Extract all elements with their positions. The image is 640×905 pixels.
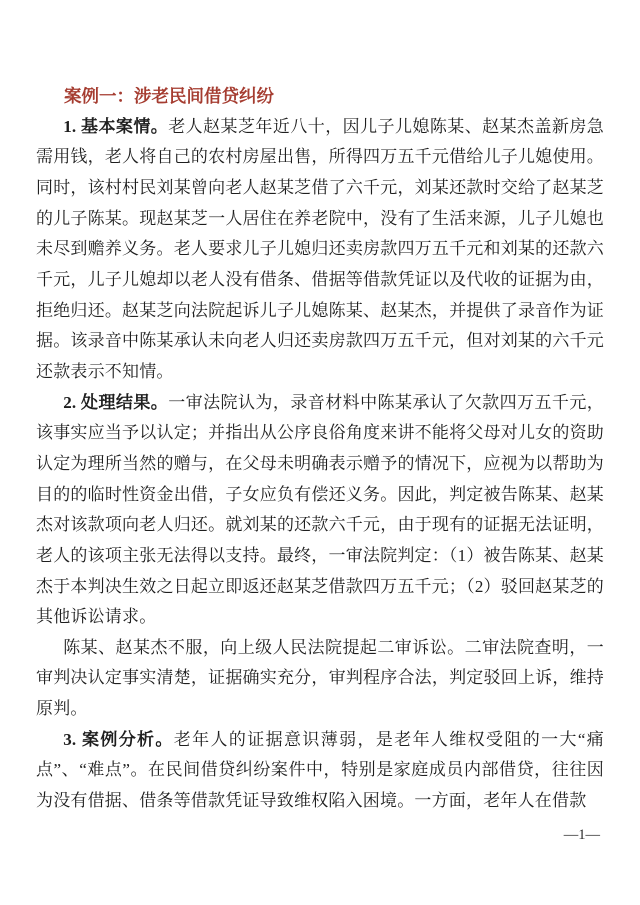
paragraph-label: 2. 处理结果。	[63, 392, 169, 412]
paragraph-text: 一审法院认为，录音材料中陈某承认了欠款四万五千元，该事实应当予以认定；并指出从公序良俗角度来讲不能将父母对儿女的资助认定为理所当然的赠与，在父母未明确表示赠予的情况下，应视为以帮助为目的的临时性资金出借，子女应负有偿还义务。因此，判定被告陈某、赵某杰对该款项向老人归还。就刘某的还款六千元，由于现有的证据无法证明，老人的该项主张无法得以支持。最终，一审法院判定：（1）被告陈某、赵某杰于本判决生效之日起立即返还赵某芝借款四万五千元；（2）驳回赵某芝的其他诉讼请求。	[36, 392, 604, 627]
paragraph-label: 1. 基本案情。	[63, 116, 169, 136]
paragraph-appeal	[36, 633, 604, 725]
page-number: —1—	[563, 827, 600, 843]
paragraph-text: 老年人的证据意识薄弱，是老年人维权受阻的一大“痛点”、“难点”。在民间借贷纠纷案件中，特别是家庭成员内部借贷，往往因为没有借据、借条等借款凭证导致维权陷入困境。一方面，老年人在借款	[36, 729, 604, 811]
paragraph-basic-facts	[36, 112, 604, 388]
paragraph-text: 陈某、赵某杰不服，向上级人民法院提起二审诉讼。二审法院查明，一审判决认定事实清楚，证据确实充分，审判程序合法，判定驳回上诉，维持原判。	[36, 637, 604, 719]
paragraph-handling-result	[36, 388, 604, 633]
page-title: 案例一：涉老民间借贷纠纷	[64, 86, 274, 106]
paragraph-label: 3. 案例分析。	[63, 729, 174, 749]
paragraph-case-analysis	[36, 725, 604, 817]
paragraph-text: 老人赵某芝年近八十，因儿子儿媳陈某、赵某杰盖新房急需用钱，老人将自己的农村房屋出售，所得四万五千元借给儿子儿媳使用。同时，该村村民刘某曾向老人赵某芝借了六千元，刘某还款时交给了赵某芝的儿子陈某。现赵某芝一人居住在养老院中，没有了生活来源，儿子儿媳也未尽到赡养义务。老人要求儿子儿媳归还卖房款四万五千元和刘某的还款六千元，儿子儿媳却以老人没有借条、借据等借款凭证以及代收的证据为由，拒绝归还。赵某芝向法院起诉儿子儿媳陈某、赵某杰，并提供了录音作为证据。该录音中陈某承认未向老人归还卖房款四万五千元，但对刘某的六千元还款表示不知情。	[36, 116, 604, 381]
